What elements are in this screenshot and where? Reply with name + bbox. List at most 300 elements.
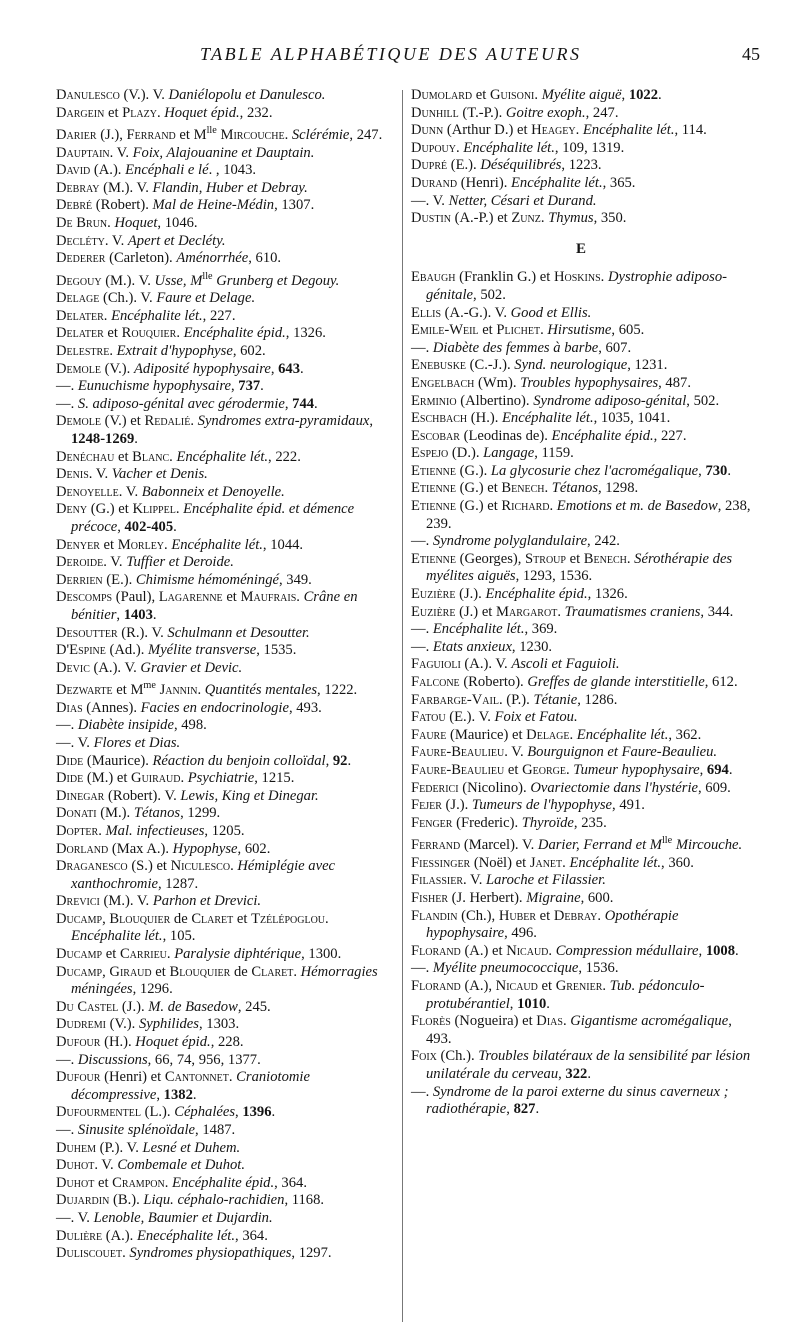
entry-title: Syndromes extra-pyramidaux [197,413,370,430]
entry-text: . [347,752,352,769]
author-name: Nicaud [506,942,549,959]
entry-text: D' [56,642,70,659]
index-entry [56,396,396,414]
entry-text: (H.). [467,410,503,427]
entry-text: , 1487. [195,1122,236,1139]
superscript: lle [202,270,213,282]
author-name: Dias [536,1013,563,1030]
entry-text: . [546,995,550,1012]
entry-text: (E.). [102,571,136,588]
entry-text: (P.). V. [95,1139,143,1156]
index-entry [56,1192,396,1210]
author-name: Emile-Weil [411,322,479,339]
index-entry [56,1175,396,1193]
author-name: De Brun [56,215,108,232]
page-ref-bold: 744 [292,395,315,412]
entry-title: Mal. infectieuses [105,822,205,839]
entry-text: (G.) et [456,498,502,515]
entry-text: , 1293, 1536. [515,568,593,585]
entry-text: (A.-P.) et [450,210,512,227]
index-entry [56,805,396,823]
entry-text: —. [56,717,78,734]
entry-title: Daniélopolu et Danulesco. [168,87,326,103]
author-name: Desoutter [56,624,118,641]
index-entry [56,413,396,448]
entry-text: . [98,822,106,839]
entry-title: Darier, Ferrand et M [537,837,662,854]
entry-text: . [169,448,177,465]
index-entry [56,501,396,536]
entry-text: (Nicolino). [458,779,531,796]
author-name: Benech [583,550,627,567]
author-name: Derrien [56,571,103,588]
author-name: Dustin [411,210,451,227]
entry-text: (E.). [447,157,481,174]
entry-text: (V.) et [100,413,145,430]
entry-title: Chimisme hémoméningé [135,571,279,588]
entry-title: S. adiposo-génital avec gérodermie [77,395,285,412]
index-entry [56,841,396,859]
entry-text: , 245. [237,998,271,1015]
entries-e-f [411,269,751,1118]
entry-text: (Ch.), [457,907,499,924]
entry-text: . [109,343,117,360]
entry-text: , [284,395,293,412]
entries-d [411,87,751,228]
author-name: Degouy [56,272,102,289]
index-entry [56,999,396,1017]
entry-title: Mircouche. [672,837,743,854]
index-entry [411,908,751,943]
index-entry [411,872,751,890]
page-ref-bold: 322 [565,1065,588,1082]
entry-text: , 609. [697,779,731,796]
index-entry [56,1104,396,1122]
entry-text: (G.). [456,462,491,479]
entry-text: (E.). V. [445,709,495,726]
entry-text: (H.). [100,1034,136,1051]
index-entry [56,642,396,660]
entry-title: Ascoli et Faguioli. [511,656,620,673]
entry-text: , 1326. [285,325,326,342]
entry-text: (A.), [460,977,496,994]
author-name: Dufourmentel [56,1104,141,1121]
entry-title: Sérothérapie des myélites aiguës [426,550,733,585]
entry-text: , 247. [585,104,619,121]
entry-title: Langage [483,445,535,462]
index-entry [411,744,751,762]
index-entry [411,445,751,463]
entry-title: Lesné et Duhem. [142,1139,241,1156]
index-entry [56,1228,396,1246]
author-name: Zunz [511,210,541,227]
author-name: Guisoni [489,87,535,103]
entry-text: . [562,1013,571,1030]
index-entry [56,964,396,999]
entry-text: . [180,770,188,787]
entry-text: , 114. [674,122,707,139]
entry-text: (Noël) et [470,854,530,871]
entry-text: (C.-J.). [466,357,515,374]
index-entry [56,660,396,678]
entry-text: . [658,87,662,103]
index-entry [411,375,751,393]
index-entry [411,855,751,873]
author-name: Dias [56,699,83,716]
author-name: David [56,162,91,179]
entry-title: Greffes de glande interstitielle [527,674,705,690]
entry-title: Hémorragies méningées [71,963,378,998]
index-entry [411,480,751,498]
index-entry [411,175,751,193]
author-name: Etienne [411,462,457,479]
entry-text: , 1298. [598,480,639,497]
index-entry [56,325,396,343]
author-name: Descomps [56,589,113,606]
entry-title: Foix, Alajouanine et Dauptain. [132,144,315,161]
author-name: Denoyelle [56,483,119,500]
author-name: Falcone [411,674,460,690]
index-entry [56,308,396,326]
entry-text: , 602. [232,343,266,360]
entry-text: (V.). [105,1016,139,1033]
entry-text: (Franklin G.) et [455,269,554,286]
entry-text: (S.) et [127,858,171,875]
author-name: Cantonnet [164,1069,229,1086]
entry-text: (Leodinas de). [459,427,552,444]
page-ref-bold: 402-405 [124,518,174,535]
entry-text: —. V. [411,192,449,209]
author-name: Faure-Beaulieu [411,761,505,778]
index-entry [411,762,751,780]
entry-text: , 344. [700,603,734,620]
entry-text: . [260,378,264,395]
page-ref-bold: 1022 [628,87,658,103]
entry-title: Encéphalite lét. [576,726,669,743]
entry-text: . [228,1069,237,1086]
author-name: Delater [56,325,104,342]
entry-title: Mal de Heine-Médin [152,197,275,214]
entry-title: Gravier et Devic. [140,659,243,676]
entry-text: , 1299. [180,805,221,822]
index-column-right [411,87,751,1119]
author-name: Denyer [56,536,100,553]
entry-title: Encéphalite épid. [183,325,286,342]
entry-text: . [190,413,198,430]
index-entry [411,1013,751,1048]
entry-text: , [621,87,629,103]
entry-text: . [540,322,548,339]
entry-text: , 1296. [132,981,173,998]
author-name: Du Castel [56,998,119,1015]
index-entry [411,832,751,854]
entry-text: et [102,946,120,963]
index-entry [411,428,751,446]
entry-text: , 502. [686,392,720,409]
entry-text: , 1326. [587,586,628,603]
entry-text: (L.). [140,1104,175,1121]
entry-text: , 235. [573,814,607,831]
index-entry [411,140,751,158]
entry-text: , [558,1065,566,1082]
entry-text: . [230,858,238,875]
entry-title: Gigantisme acromégalique [570,1013,729,1030]
index-entry [56,449,396,467]
entry-text: , 242. [587,533,620,550]
author-name: Euzière [411,603,456,620]
entry-title: Synd. neurologique [514,357,628,374]
index-entry [411,1048,751,1083]
index-entry [56,290,396,308]
index-entry [411,604,751,622]
entry-title: Encéphalite lét. [582,122,675,139]
author-name: Claret [191,910,234,927]
author-name: Margarot [496,603,558,620]
index-entry [411,978,751,1013]
index-entry [56,717,396,735]
entry-text: (Wm). [474,374,521,391]
entry-title: Encéphalite épid. et démence précoce [71,501,355,535]
entry-title: Encéphalite épid. [172,1174,275,1191]
author-name: Demole [56,360,101,377]
author-name: Debré [56,197,93,214]
entry-text: et [537,977,556,994]
author-name: Decléty [56,232,105,249]
entry-title: Céphalées [174,1104,236,1121]
author-name: Ferrand [411,837,461,854]
author-name: Danulesco [56,87,120,103]
index-entry [56,946,396,964]
author-name: Dauptain [56,144,110,161]
entry-text: , 1159. [534,445,574,462]
entry-text: , 1535. [256,642,297,659]
entry-title: Encéphalite lét. [502,410,594,427]
index-entry [411,586,751,604]
entry-text: , 232. [239,104,273,121]
author-name: Debray [56,179,100,196]
page-ref-bold: 1396 [242,1104,272,1121]
index-entry [56,1034,396,1052]
entry-text: . V. [103,554,127,571]
entry-title: Syndrome polyglandulaire [432,533,588,550]
author-name: George [522,761,566,778]
author-name: Durand [411,174,458,191]
author-name: Draganesco [56,858,128,875]
entry-text: (G.) et [87,501,133,518]
entry-text: , 1300. [301,946,342,963]
entry-title: Hoquet épid. [135,1034,211,1051]
entry-text: , 369. [524,621,558,638]
entry-text: , 600. [580,889,614,906]
entry-title: Craniotomie décompressive [71,1069,310,1103]
author-name: Blouquier [109,910,171,927]
author-name: Faure [411,726,447,743]
entry-text: . [587,1065,591,1082]
entry-text: (B.). [109,1192,144,1209]
author-name: Dargein [56,104,105,121]
author-name: Escobar [411,427,460,444]
entry-title: Discussions [77,1051,148,1068]
entry-text: . V. [88,466,112,483]
entry-text: (Marcel). V. [460,837,538,854]
author-name: Denéchau [56,448,115,465]
index-entry [411,656,751,674]
entry-text: (J.). [455,586,486,603]
entry-text: , 496. [504,925,537,942]
entry-text: , [369,413,374,430]
author-name: Flandin [411,907,458,924]
entry-text: (A.-G.). V. [441,304,511,321]
index-entry [56,911,396,946]
index-entry [56,735,396,753]
author-name: Delestre [56,343,110,360]
author-name: Florand [411,977,461,994]
entry-title: Myélite pneumococcique [432,960,579,977]
entry-title: Encéphali e lé [125,162,209,179]
author-name: Dumolard [411,87,473,103]
entry-text: . [557,603,565,620]
entry-title: Quantités mentales [204,682,318,699]
entry-text: , 349. [278,571,312,588]
entry-text: , 1307. [274,197,315,214]
author-name: Denis [56,466,89,483]
entry-text: , 360. [661,854,694,871]
author-name: Niculesco [170,858,231,875]
entry-title: Syndrome adiposo-génital [533,392,687,409]
entry-text: . [300,360,304,377]
index-entry [56,268,396,290]
author-name: Dupré [411,157,448,174]
entry-text: —. [411,621,433,638]
entry-title: Thymus [548,210,594,227]
entry-title: Thyroïde [521,814,574,831]
author-name: Engelbach [411,374,475,391]
entry-text: . [103,307,112,324]
entry-text: (Paul), [112,589,159,606]
entry-text: et M [112,682,144,699]
index-entry [56,537,396,555]
index-entry [56,893,396,911]
index-entry [411,692,751,710]
index-entry [56,1069,396,1104]
entry-text: . [156,104,165,121]
entry-text: —. [56,395,78,412]
entry-text: —. [411,1083,433,1100]
author-name: Donati [56,805,97,822]
entry-title: Tétanos [551,480,598,497]
author-name: Faguioli [411,656,461,673]
index-entry [56,466,396,484]
index-entry [56,572,396,590]
entry-title: Tumeurs de l'hypophyse [471,797,613,814]
entry-text: —. V. [56,1209,94,1226]
author-name: Fiessinger [411,854,471,871]
entry-text: , 1286. [577,691,618,708]
entry-title: Syndrome de la paroi externe du sinus caverneux ; radiothérapie [426,1083,729,1118]
entry-text: et [504,761,523,778]
entry-text: (J. Herbert). [448,889,527,906]
index-entry [411,780,751,798]
index-entry [56,378,396,396]
entry-title: Etats anxieux [432,638,512,655]
page-ref-bold: 694 [706,761,729,778]
author-name: Devic [56,659,90,676]
entry-text: , 364. [235,1227,268,1244]
author-name: Etienne [411,480,457,497]
author-name: Dopter [56,822,99,839]
author-name: Delage [526,726,570,743]
page-ref-bold: 1008 [705,942,736,959]
index-entry [411,340,751,358]
page-number: 45 [742,44,760,64]
superscript: me [143,680,156,692]
author-name: Foix [411,1048,437,1065]
author-name: Delater [56,307,104,324]
entry-title: Déséquilibrés [480,157,562,174]
entry-text: , 1046. [157,215,198,232]
entry-text: —. [56,378,78,395]
entry-title: Encéphalite épid. [551,427,654,444]
entry-text: de [170,910,192,927]
entry-title: Encéphalite lét. [171,536,263,553]
author-name: Maufrais [240,589,297,606]
entry-title: Extrait d'hypophyse [116,343,233,360]
author-name: Deny [56,501,88,518]
entry-title: Good et Ellis. [510,304,592,321]
index-entry [56,122,396,144]
author-name: Erminio [411,392,457,409]
entry-title: Apert et Decléty. [127,232,226,249]
entry-text: et [99,536,118,553]
entry-text: , 238, 239. [426,498,751,532]
page-ref-bold: 1010 [517,995,547,1012]
entry-title: Crâne en bénitier [71,589,358,623]
author-name: Duhot [56,1157,95,1174]
entry-text: , 1168. [284,1192,325,1209]
entry-text: , [102,910,110,927]
author-name: Dunhill [411,104,459,121]
index-entry [411,87,751,105]
author-name: Carrieu [119,946,167,963]
entry-text: (M.). V. [101,272,155,289]
entry-title: Encéphalite lét. [111,307,203,324]
entry-text: , [235,1104,243,1121]
entry-title: Myélite transverse [148,642,257,659]
author-name: Dinegar [56,787,105,804]
entry-title: Tuffier et Deroide. [126,554,234,571]
entry-text: (J.) et [455,603,496,620]
entry-title: Babonneix et Denoyelle. [141,483,285,500]
entry-text: (Frederic). [452,814,522,831]
entry-text: (A.). [90,162,126,179]
author-name: Blouquier [169,963,231,980]
index-entry [56,215,396,233]
entry-text: . [728,761,733,778]
entry-text: . [197,682,205,699]
author-name: Ellis [411,304,442,321]
author-name: Redalié [144,413,191,430]
entry-text: (M.) et [83,770,132,787]
entry-title: La glycosurie chez l'acromégalique [490,462,699,479]
entry-text: . [166,946,175,963]
entry-text: , 1035, 1041. [593,410,671,427]
author-name: Dulière [56,1227,103,1244]
entry-text: . [122,1245,130,1262]
author-name: Faure-Beaulieu [411,744,505,761]
index-entry [411,890,751,908]
entry-title: Encéphalite lét. [511,174,603,191]
entry-text: . [314,395,318,412]
